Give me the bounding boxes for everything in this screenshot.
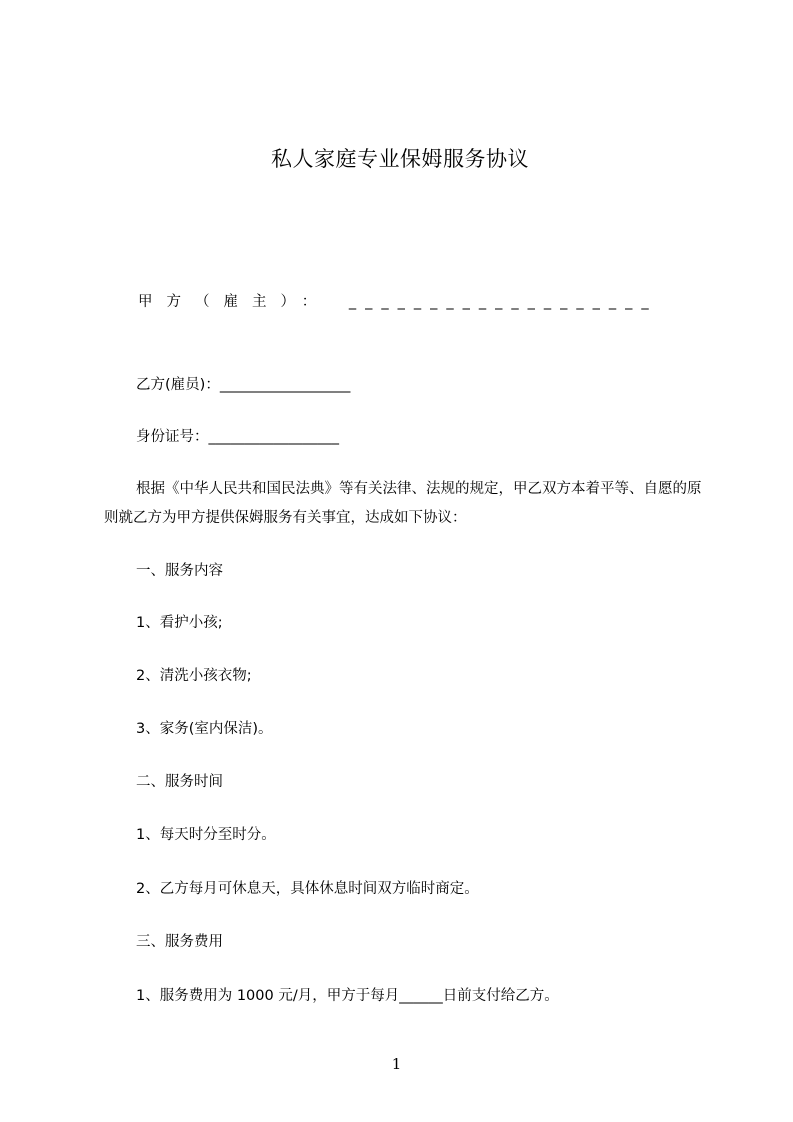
list-item: 1、每天时分至时分。 — [136, 827, 276, 843]
list-item: 2、乙方每月可休息天，具体休息时间双方临时商定。 — [136, 881, 479, 897]
document-title: 私人家庭专业保姆服务协议 — [271, 147, 529, 171]
preamble-paragraph: 根据《中华人民共和国民法典》等有关法律、法规的规定，甲乙双方本着平等、自愿的原则就乙方为甲方提供保姆服务有关事宜，达成如下协议： — [104, 481, 702, 526]
list-item: 2、清洗小孩衣物; — [136, 668, 252, 684]
section-heading-service-fee: 三、服务费用 — [136, 934, 223, 950]
list-item: 1、服务费用为 1000 元/月，甲方于每月______日前支付给乙方。 — [136, 988, 559, 1004]
id-number-line: 身份证号：__________________ — [136, 429, 339, 445]
party-b-line: 乙方(雇员)：__________________ — [136, 377, 351, 393]
party-a-label: 甲方（雇主）： — [138, 294, 331, 310]
list-item: 1、看护小孩; — [136, 615, 223, 631]
party-a-blank: ___________________ — [348, 294, 658, 310]
party-a-line — [138, 290, 658, 311]
section-heading-service-time: 二、服务时间 — [136, 774, 223, 790]
list-item: 3、家务(室内保洁)。 — [136, 721, 273, 737]
section-heading-service-content: 一、服务内容 — [136, 563, 223, 579]
page-number: 1 — [391, 1055, 402, 1073]
